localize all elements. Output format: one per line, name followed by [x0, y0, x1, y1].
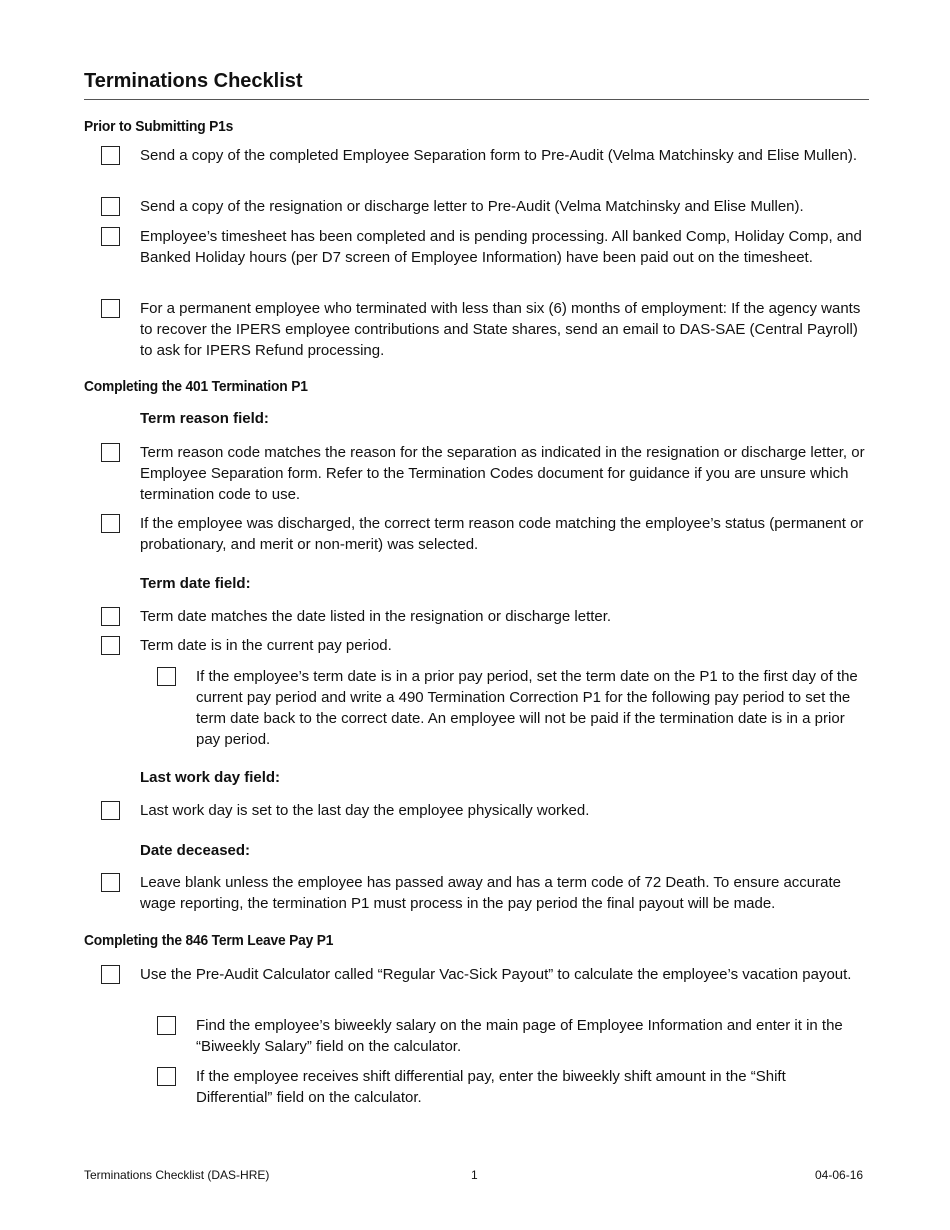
section-heading-prior: Prior to Submitting P1s	[84, 118, 234, 135]
field-label-date-deceased: Date deceased:	[140, 842, 251, 859]
checklist-item-text: Employee’s timesheet has been completed and is pending processing. All banked Comp, Holiday Comp, and Banked Holiday hours (per D7 screen of Employee Information) have been paid out on the timesheet.	[140, 228, 862, 266]
checklist-item-text: Find the employee’s biweekly salary on the main page of Employee Information and enter it in the “Biweekly Salary” field on the calculator.	[196, 1017, 843, 1055]
checkbox[interactable]	[101, 607, 120, 626]
checkbox[interactable]	[101, 197, 120, 216]
checklist-item-text: If the employee’s term date is in a prior pay period, set the term date on the P1 to the first day of the current pay period and write a 490 Termination Correction P1 for the following pay period to set the term date back to the correct date. An employee will not be paid if the termination date is in a prior pay period.	[196, 668, 858, 748]
checkbox[interactable]	[101, 514, 120, 533]
section-heading-401: Completing the 401 Termination P1	[84, 378, 308, 395]
checklist-item-text: Last work day is set to the last day the employee physically worked.	[140, 802, 590, 819]
checklist-item-text: If the employee receives shift differential pay, enter the biweekly shift amount in the “Shift Differential” field on the calculator.	[196, 1068, 786, 1106]
footer-page-number: 1	[471, 1168, 478, 1182]
checklist-item-text: For a permanent employee who terminated with less than six (6) months of employment: If the agency wants to recover the IPERS employee contributions and State shares, send an email to DAS-SAE (Central Payroll) to ask for IPERS Refund processing.	[140, 300, 861, 359]
page-title: Terminations Checklist	[84, 70, 303, 92]
footer-document-name: Terminations Checklist (DAS-HRE)	[84, 1168, 270, 1182]
field-label-last-work-day: Last work day field:	[140, 769, 281, 786]
checklist-item-text: Send a copy of the completed Employee Separation form to Pre-Audit (Velma Matchinsky and Elise Mullen).	[140, 147, 858, 164]
checkbox[interactable]	[157, 667, 176, 686]
checkbox[interactable]	[101, 801, 120, 820]
checklist-item-text: If the employee was discharged, the correct term reason code matching the employee’s status (permanent or probationary, and merit or non-merit) was selected.	[140, 515, 864, 553]
checkbox[interactable]	[101, 873, 120, 892]
footer-revision-date: 04-06-16	[815, 1168, 864, 1182]
checklist-item-text: Leave blank unless the employee has passed away and has a term code of 72 Death. To ensure accurate wage reporting, the termination P1 must process in the pay period the final payout will be made.	[140, 874, 842, 912]
checkbox[interactable]	[157, 1067, 176, 1086]
field-label-term-reason: Term reason field:	[140, 410, 269, 427]
checkbox[interactable]	[101, 965, 120, 984]
checkbox[interactable]	[101, 227, 120, 246]
checkbox[interactable]	[101, 299, 120, 318]
checkbox[interactable]	[101, 636, 120, 655]
checkbox[interactable]	[101, 443, 120, 462]
title-divider	[84, 99, 869, 100]
checklist-item-text: Send a copy of the resignation or discharge letter to Pre-Audit (Velma Matchinsky and Elise Mullen).	[140, 198, 804, 215]
checklist-item-text: Term date matches the date listed in the resignation or discharge letter.	[140, 608, 612, 625]
section-heading-846: Completing the 846 Term Leave Pay P1	[84, 932, 334, 949]
checkbox[interactable]	[101, 146, 120, 165]
checklist-item-text: Term reason code matches the reason for the separation as indicated in the resignation or discharge letter, or Employee Separation form. Refer to the Termination Codes document for guidance if you are unsure which termination code to use.	[140, 444, 865, 503]
checklist-item-text: Use the Pre-Audit Calculator called “Regular Vac-Sick Payout” to calculate the employee’s vacation payout.	[140, 966, 852, 983]
checkbox[interactable]	[157, 1016, 176, 1035]
checklist-item-text: Term date is in the current pay period.	[140, 637, 392, 654]
field-label-term-date: Term date field:	[140, 575, 251, 592]
